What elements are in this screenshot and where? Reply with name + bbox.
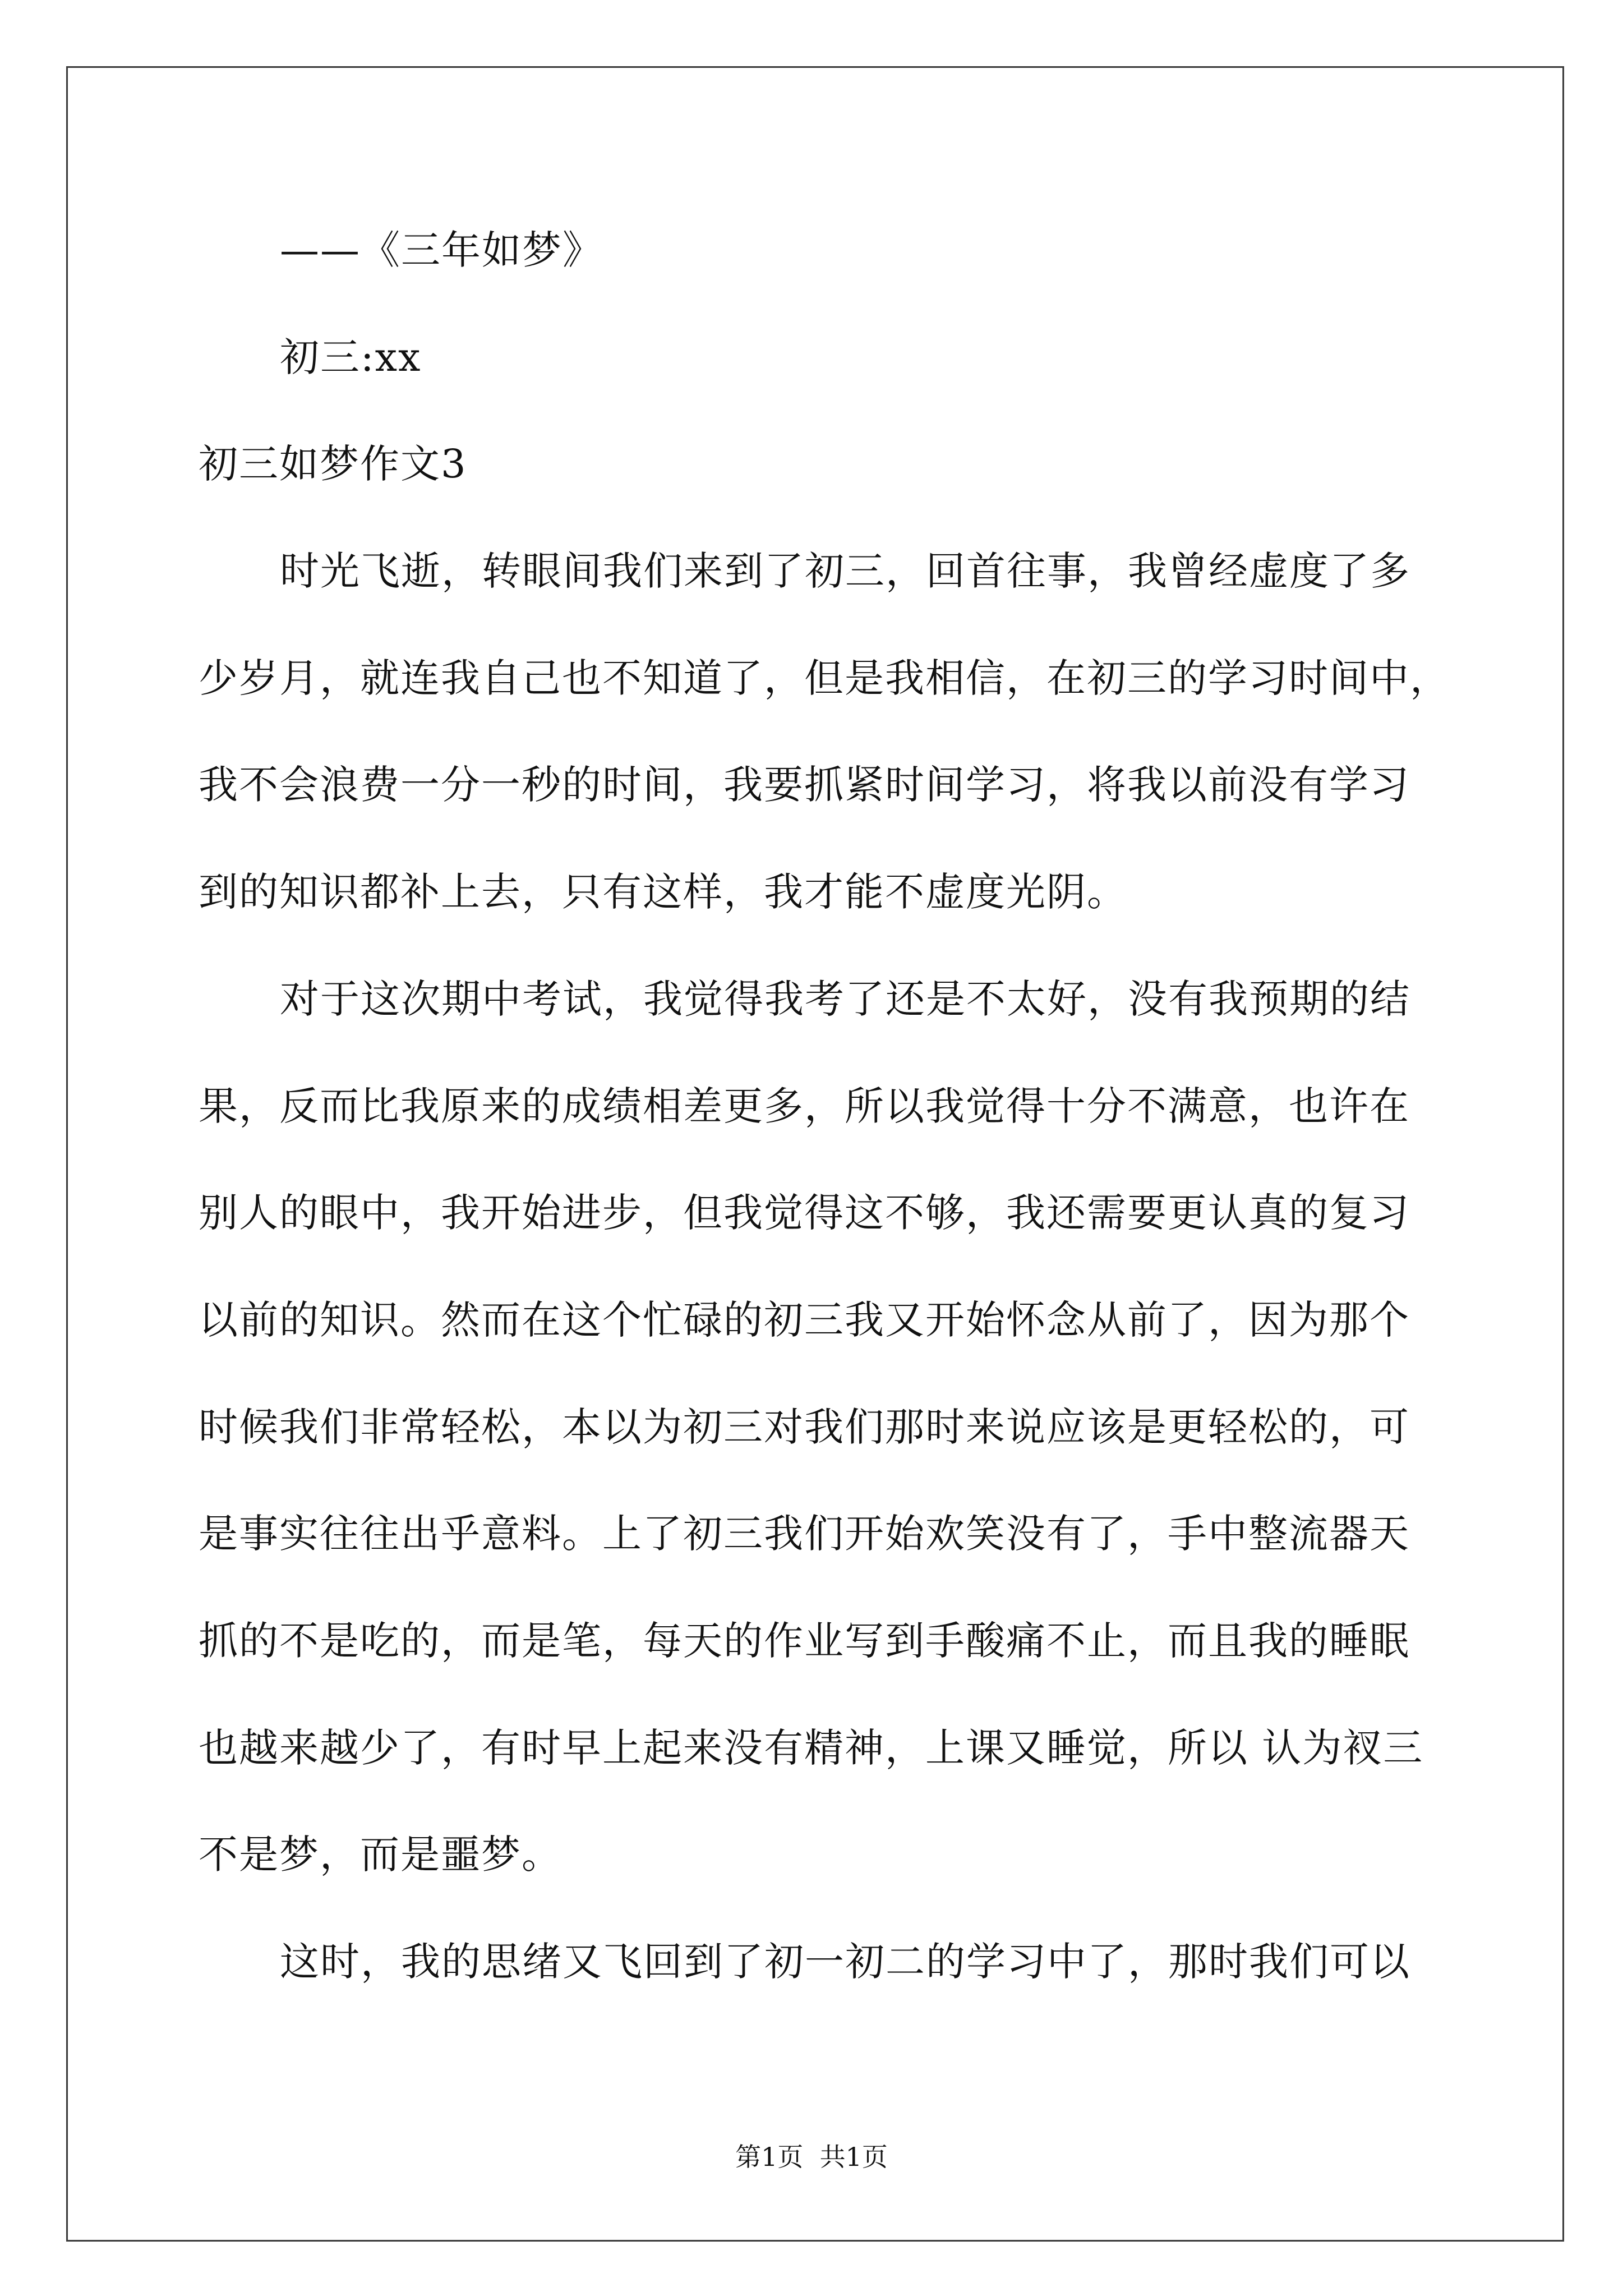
text-line: 我不会浪费一分一秒的时间，我要抓紧时间学习，将我以前没有学习 (199, 762, 1410, 808)
page-footer: 第1页 共1页 (735, 2142, 888, 2172)
document-body (199, 197, 1533, 2016)
text-line: 别人的眼中，我开始进步，但我觉得这不够，我还需要更认真的复习 (199, 1190, 1410, 1236)
text-line: 少岁月，就连我自己也不知道了，但是我相信，在初三的学习时间中， (199, 655, 1450, 701)
text-line: 果，反而比我原来的成绩相差更多，所以我觉得十分不满意，也许在 (199, 1083, 1410, 1129)
author-line: 初三:xx (280, 334, 422, 380)
paragraph-2 (199, 946, 1533, 1908)
paragraph-3 (199, 1908, 1533, 2016)
quote-title-line: ——《三年如梦》 (280, 227, 603, 273)
text-line: 时候我们非常轻松，本以为初三对我们那时来说应该是更轻松的，可 (199, 1404, 1410, 1450)
text-line: 不是梦，而是噩梦。 (199, 1832, 562, 1878)
essay-title: 初三如梦作文3 (199, 441, 467, 487)
text-line: 这时，我的思绪又飞回到了初一初二的学习中了，那时我们可以 (280, 1939, 1410, 1985)
text-line: 也越来越少了，有时早上起来没有精神，上课又睡觉，所以 认为衩三 (199, 1724, 1424, 1771)
text-line: 到的知识都补上去，只有这样，我才能不虚度光阴。 (199, 869, 1127, 915)
text-line: 以前的知识。然而在这个忙碌的初三我又开始怀念从前了，因为那个 (199, 1296, 1410, 1343)
text-line: 对于这次期中考试，我觉得我考了还是不太好，没有我预期的结 (280, 976, 1410, 1022)
text-line: 时光飞逝，转眼间我们来到了初三，回首往事，我曾经虚度了多 (280, 548, 1410, 595)
text-line: 抓的不是吃的，而是笔，每天的作业写到手酸痛不止，而且我的睡眠 (199, 1617, 1410, 1664)
text-line: 是事实往往出乎意料。上了初三我们开始欢笑没有了，手中整流器天 (199, 1511, 1410, 1557)
paragraph-1 (199, 518, 1533, 946)
